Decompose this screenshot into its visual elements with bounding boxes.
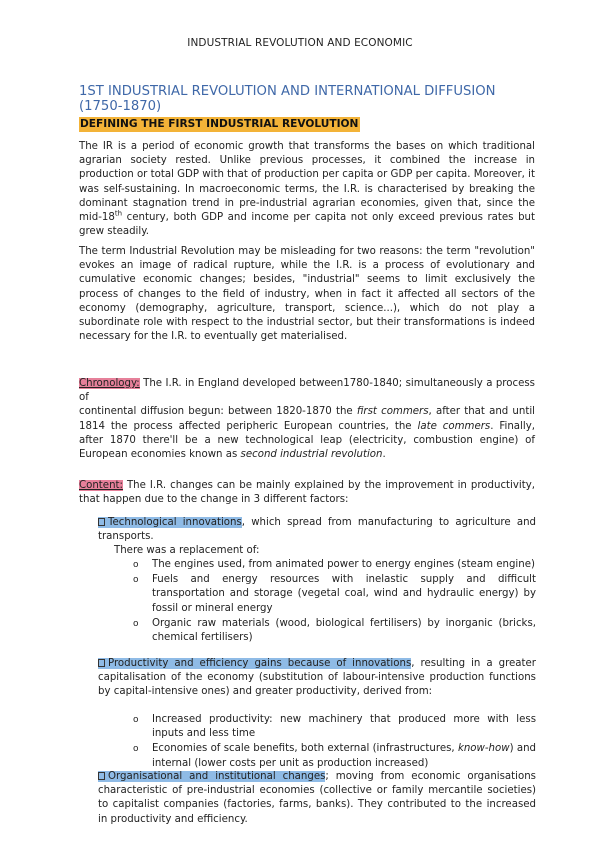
running-header: INDUSTRIAL REVOLUTION AND ECONOMIC: [187, 37, 413, 49]
paragraph-definition-a: The IR is a period of economic growth that transforms the bases on which traditional agrarian society rested. Unlike previous processes, it combined the increase in production or total GDP with that of production per capita or GDP per capita. Moreover, it was self-sustaining. In macroeconomic terms, the I.R. is characterised by breaking the dominant stagnation trend in pre-industrial agrarian economies, given that, since the mid-18: [79, 141, 535, 224]
paragraph-definition-b: century, both GDP and income per capita not only exceed previous rates but grew steadily.: [79, 212, 535, 238]
know-how-term: know-how: [457, 743, 510, 755]
factor-technological-highlight: [98, 517, 242, 528]
square-icon: [98, 772, 105, 780]
list-item-text-a: Economies of scale benefits, both external (infrastructures,: [152, 743, 458, 755]
chronology-second-ir: second industrial revolution: [240, 449, 383, 461]
factor-productivity: [98, 657, 536, 700]
circle-bullet-icon: o: [133, 715, 139, 725]
chronology-b: , after that and until 1814 the process affected peripheric European countries, the: [79, 406, 535, 432]
factor-technological-rest: , which spread from manufacturing to agriculture and transports.: [98, 517, 536, 543]
factor-organisational-title: Organisational and institutional changes: [108, 771, 326, 782]
circle-bullet-icon: o: [133, 744, 139, 755]
section-title-line-1: 1ST INDUSTRIAL REVOLUTION AND INTERNATIONAL DIFFUSION: [79, 84, 496, 99]
circle-bullet-icon: o: [133, 560, 139, 570]
content-text: The I.R. changes can be mainly explained by the improvement in productivity, that happen due to the change in 3 different factors:: [79, 480, 535, 506]
section-title-line-2: (1750-1870): [79, 99, 162, 114]
factor-organisational-rest: ; moving from economic organisations characteristic of pre-industrial economies (collective or family mercantile societies) to capitalist companies (factories, farms, banks). They contributed to the increased in productivity and efficiency.: [98, 771, 536, 825]
paragraph-terminology: The term Industrial Revolution may be misleading for two reasons: the term "revolution" evokes an image of radical rupture, while the I.R. is a process of evolutionary and cumulative economic changes; besides, "industrial" seems to limit exclusively the process of changes to the field of industry, when in fact it affected all sectors of the economy (demography, agriculture, transport, science...), which do not play a subordinate role with respect to the industrial sector, but their transformations is indeed necessary for the I.R. to eventually get materialised.: [79, 246, 535, 343]
list-item: [133, 742, 536, 770]
paragraph-definition: [79, 140, 535, 239]
replacement-intro: There was a replacement of:: [114, 545, 260, 557]
factor-productivity-rest: , resulting in a greater capitalisation of the economy (substitution of labour-intensive production functions by capital-intensive ones) and greater productivity, derived from:: [98, 658, 536, 698]
list-item: [133, 617, 536, 645]
chronology-label: Chronology:: [79, 378, 140, 389]
chronology-c: . Finally, after 1870 there'll be a new technological leap (electricity, combustion engine) of European economies known as: [79, 420, 535, 461]
factor-productivity-highlight: [98, 658, 411, 669]
superscript-th: th: [114, 209, 123, 218]
subsection-heading: DEFINING THE FIRST INDUSTRIAL REVOLUTION: [80, 118, 359, 130]
factor-organisational-highlight: [98, 771, 325, 782]
list-item-text: Fuels and energy resources with inelastic supply and difficult transportation and storage (vegetal coal, wind and hydraulic energy) by fossil or mineral energy: [152, 574, 536, 614]
factor-technological: [98, 516, 536, 559]
chronology-d: .: [382, 449, 386, 461]
list-item: [133, 558, 536, 572]
list-item-text: Organic raw materials (wood, biological fertilisers) by inorganic (bricks, chemical fertilisers): [152, 617, 536, 644]
list-item-text: The engines used, from animated power to energy engines (steam engine): [152, 559, 535, 570]
factor-organisational: [98, 770, 536, 827]
content-label: Content:: [79, 480, 123, 491]
productivity-list: [133, 713, 536, 771]
square-icon: [98, 518, 105, 526]
section-title: [79, 84, 559, 114]
chronology-late-commers: late commers: [417, 420, 491, 432]
chronology-line-1: The I.R. in England developed between1780-1840; simultaneously a process of: [79, 378, 535, 404]
circle-bullet-icon: o: [133, 618, 139, 629]
circle-bullet-icon: o: [133, 575, 139, 586]
paragraph-content: [79, 479, 535, 507]
chronology-a: continental diffusion begun: between 1820-1870 the: [79, 406, 357, 418]
square-icon: [98, 659, 105, 667]
factor-productivity-title: Productivity and efficiency gains because of innovations: [108, 658, 412, 669]
factor-technological-title: Technological innovations: [108, 517, 242, 528]
chronology-first-commers: first commers: [356, 406, 429, 418]
list-item: [133, 713, 536, 741]
list-item: [133, 573, 536, 616]
list-item-text: Increased productivity: new machinery that produced more with less inputs and less time: [152, 714, 536, 740]
paragraph-chronology: [79, 377, 535, 462]
list-item-text-b: ) and internal (lower costs per unit as production increased): [152, 743, 536, 769]
replacement-list: [133, 558, 536, 645]
